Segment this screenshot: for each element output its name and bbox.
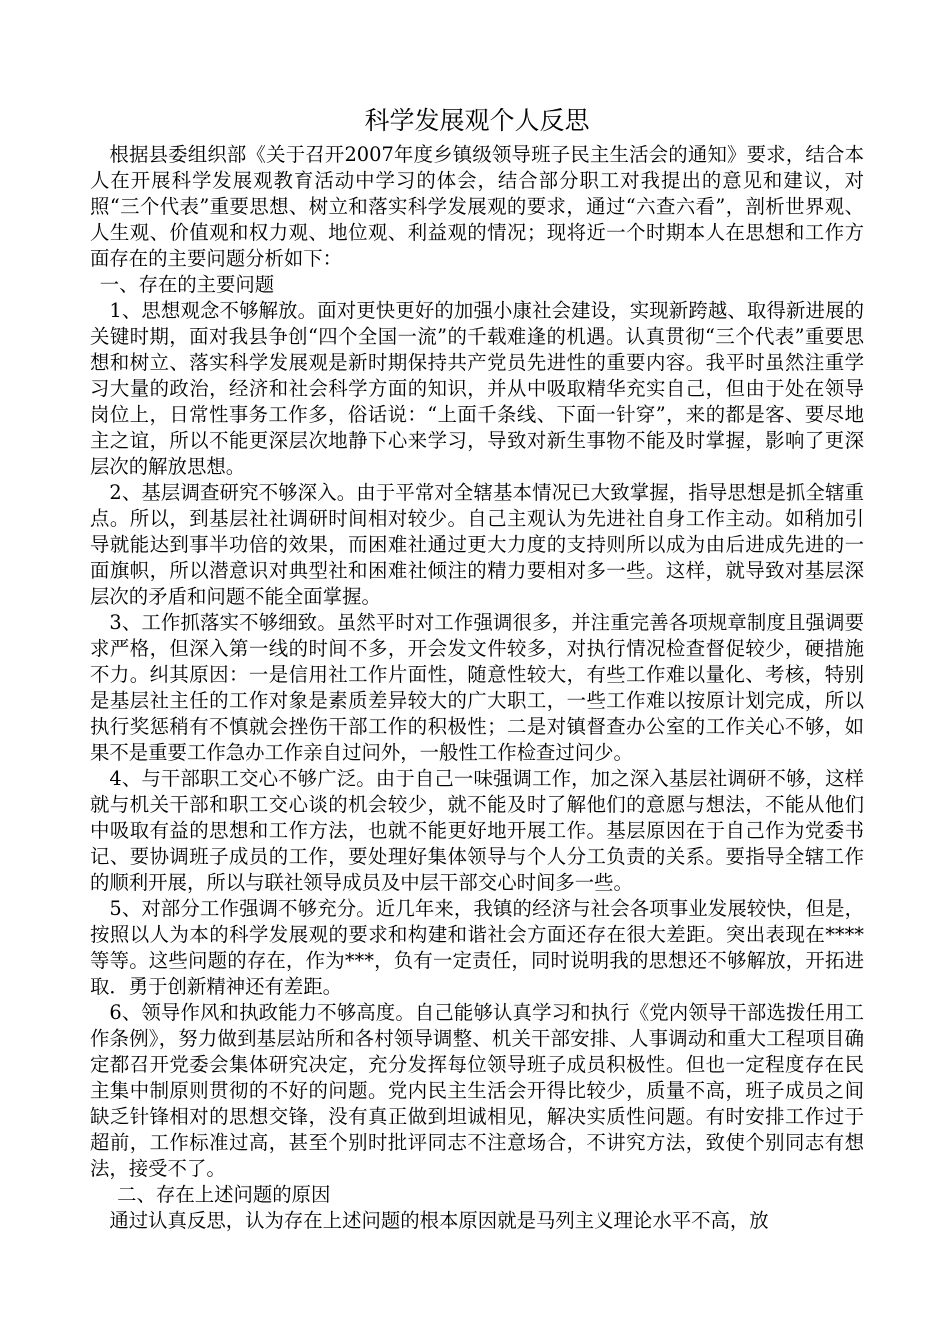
problem-item-4: 4、与干部职工交心不够广泛。由于自己一味强调工作，加之深入基层社调研不够，这样就与机关干部和职工交心谈的机会较少，就不能及时了解他们的意愿与想法，不能从他们中吸取有益的思想和工作方法，也就不能更好地开展工作。基层原因在于自己作为党委书记、要协调班子成员的工作，要处理好集体领导与个人分工负责的关系。要指导全辖工作的顺利开展，所以与联社领导成员及中层干部交心时间多一些。 (90, 767, 864, 894)
problem-item-3: 3、工作抓落实不够细致。虽然平时对工作强调很多，并注重完善各项规章制度且强调要求严格，但深入第一线的时间不多，开会发文件较多，对执行情况检查督促较少，硬措施不力。纠其原因：一是信用社工作片面性，随意性较大，有些工作难以量化、考核，特别是基层社主任的工作对象是素质差异较大的广大职工，一些工作难以按原计划完成，所以执行奖惩稍有不慎就会挫伤干部工作的积极性；二是对镇督查办公室的工作关心不够，如果不是重要工作急办工作亲自过问外，一般性工作检查过问少。 (90, 611, 864, 764)
problem-item-6: 6、领导作风和执政能力不够高度。自己能够认真学习和执行《党内领导干部选拨任用工作条例》，努力做到基层站所和各村领导调整、机关干部安排、人事调动和重大工程项目确定都召开党委会集体研究决定，充分发挥每位领导班子成员积极性。但也一定程度存在民主集中制原则贯彻的不好的问题。党内民主生活会开得比较少，质量不高，班子成员之间缺乏针锋相对的思想交锋，没有真正做到坦诚相见，解决实质性问题。有时安排工作过于超前，工作标准过高，甚至个别时批评同志不注意场合，不讲究方法，致使个别同志有想法，接受不了。 (90, 1001, 864, 1180)
intro-paragraph: 根据县委组织部《关于召开2007年度乡镇级领导班子民主生活会的通知》要求，结合本人在开展科学发展观教育活动中学习的体会，结合部分职工对我提出的意见和建议，对照“三个代表”重要思想、树立和落实科学发展观的要求，通过“六查六看”，剖析世界观、人生观、价值观和权力观、地位观、利益观的情况；现将近一个时期本人在思想和工作方面存在的主要问题分析如下： (90, 143, 864, 270)
problem-item-2: 2、基层调查研究不够深入。由于平常对全辖基本情况已大致掌握，指导思想是抓全辖重点。所以，到基层社社调研时间相对较少。自己主观认为先进社自身工作主动。如稍加引导就能达到事半功倍的效果，而困难社通过更大力度的支持则所以成为由后进成先进的一面旗帜，所以潜意识对典型社和困难社倾注的精力要相对多一些。这样，就导致对基层深层次的矛盾和问题不能全面掌握。 (90, 481, 864, 608)
section-heading-causes: 二、存在上述问题的原因 (117, 1183, 331, 1206)
problem-item-5: 5、对部分工作强调不够充分。近几年来，我镇的经济与社会各项事业发展较快，但是，按照以人为本的科学发展观的要求和构建和谐社会方面还存在很大差距。突出表现在****等等。这些问题的存在，作为***，负有一定责任，同时说明我的思想还不够解放，开拓进取．勇于创新精神还有差距。 (90, 897, 864, 998)
section-heading-problems: 一、存在的主要问题 (99, 273, 275, 296)
problem-item-1: 1、思想观念不够解放。面对更快更好的加强小康社会建设，实现新跨越、取得新进展的关键时期，面对我县争创“四个全国一流”的千载难逢的机遇。认真贯彻“三个代表”重要思想和树立、落实科学发展观是新时期保持共产党员先进性的重要内容。我平时虽然注重学习大量的政治，经济和社会科学方面的知识，并从中吸取精华充实自己，但由于处在领导岗位上，日常性事务工作多，俗话说：“上面千条线、下面一针穿”，来的都是客、要尽地主之谊，所以不能更深层次地静下心来学习，导致对新生事物不能及时掌握，影响了更深层次的解放思想。 (90, 299, 864, 478)
document-title: 科学发展观个人反思 (364, 106, 590, 135)
causes-paragraph: 通过认真反思，认为存在上述问题的根本原因就是马列主义理论水平不高，放 (109, 1209, 769, 1232)
